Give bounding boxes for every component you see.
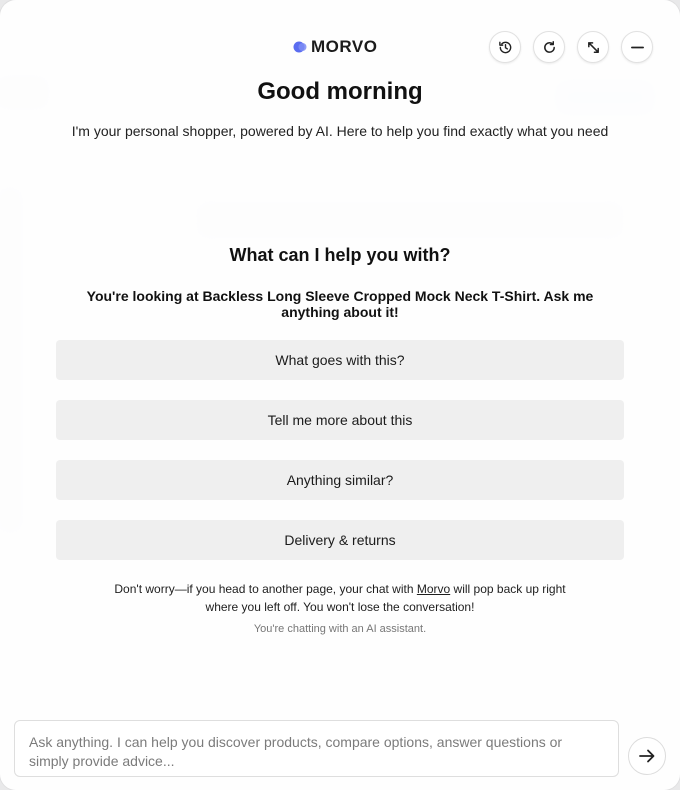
chat-input-placeholder: Ask anything. I can help you discover products, compare options, answer questions or simply provide advice... <box>29 734 563 769</box>
chat-input[interactable] <box>14 720 619 777</box>
note-text-before: Don't worry—if you head to another page, your chat with <box>114 582 417 596</box>
note-text-after: will pop back up right where you left off. You won't lose the conversation! <box>205 582 566 614</box>
logo-text: MORVO <box>311 37 378 56</box>
ai-disclaimer: You're chatting with an AI assistant. <box>253 623 427 635</box>
suggestion-tell-me-more[interactable]: Tell me more about this <box>56 400 624 440</box>
send-button[interactable] <box>628 737 666 775</box>
help-title: What can I help you with? <box>229 245 451 265</box>
product-context-text: You're looking at Backless Long Sleeve Cropped Mock Neck T-Shirt. Ask me anything about it! <box>86 288 594 320</box>
morvo-link[interactable]: Morvo <box>416 582 451 596</box>
suggestion-anything-similar[interactable]: Anything similar? <box>56 460 624 500</box>
morvo-logo <box>293 37 377 57</box>
arrow-right-icon <box>637 746 657 766</box>
intro-text: I'm your personal shopper, powered by AI. Here to help you find exactly what you need <box>71 123 609 139</box>
minimize-icon <box>630 40 645 55</box>
greeting-heading: Good morning <box>257 78 423 105</box>
history-button[interactable] <box>489 31 521 63</box>
minimize-button[interactable] <box>621 31 653 63</box>
suggestion-delivery-returns[interactable]: Delivery & returns <box>56 520 624 560</box>
expand-icon <box>586 40 601 55</box>
persistence-note <box>100 580 580 616</box>
refresh-button[interactable] <box>533 31 565 63</box>
morvo-logo-icon <box>293 40 309 54</box>
suggestion-what-goes-with-this[interactable]: What goes with this? <box>56 340 624 380</box>
expand-button[interactable] <box>577 31 609 63</box>
refresh-icon <box>542 40 557 55</box>
history-icon <box>498 40 513 55</box>
